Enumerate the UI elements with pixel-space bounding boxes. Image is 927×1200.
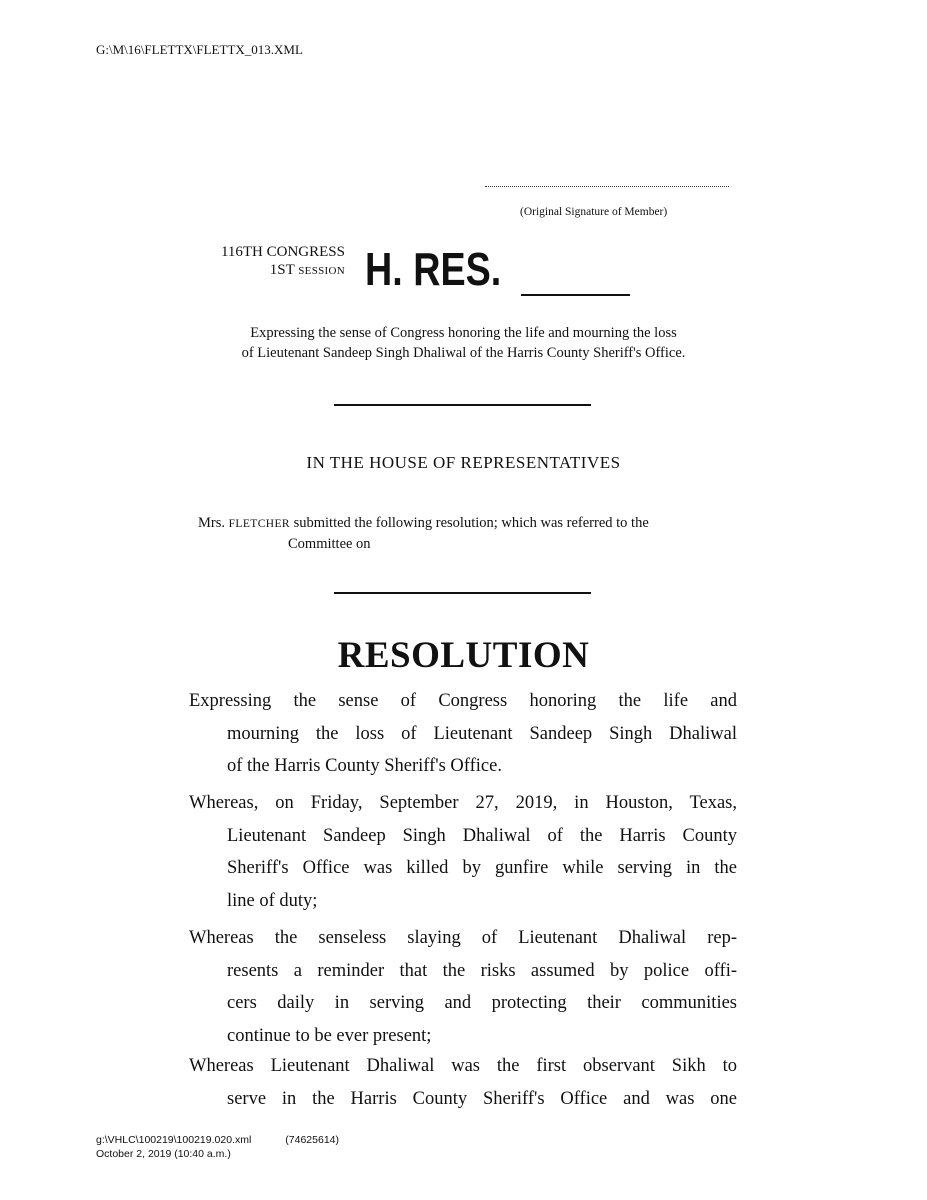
divider-rule [334,592,591,594]
subtitle-line-1: Expressing the sense of Congress honoring the life and mourning the loss [250,325,677,341]
sponsor-name: FLETCHER [228,518,290,530]
divider-rule [334,404,591,406]
paragraph-line: serve in the Harris County Sheriff's Office and was one [227,1088,737,1109]
paragraph-first-line: Whereas, on Friday, September 27, 2019, in Houston, Texas, [189,793,737,813]
paragraph-first-line: Whereas Lieutenant Dhaliwal was the first observant Sikh to [189,1056,737,1076]
session-number [190,261,345,280]
resolution-heading: RESOLUTION [337,635,590,676]
footer-date: October 2, 2019 (10:40 a.m.) [96,1148,231,1160]
session-word: SESSION [298,265,345,277]
paragraph-line: continue to be ever present; [227,1025,432,1046]
file-path: G:\M\16\FLETTX\FLETTX_013.XML [96,42,303,57]
chamber-heading: IN THE HOUSE OF REPRESENTATIVES [306,453,621,472]
congress-number: 116TH CONGRESS [220,244,345,260]
paragraph-line: Lieutenant Sandeep Singh Dhaliwal of the Harris County [227,825,737,846]
signature-label: (Original Signature of Member) [520,206,668,218]
subtitle-line-2: of Lieutenant Sandeep Singh Dhaliwal of the Harris County Sheriff's Office. [241,345,686,361]
sponsor-statement [198,513,738,554]
paragraph-line: resents a reminder that the risks assumed by police offi- [227,960,737,981]
page-footer [96,1133,339,1161]
sponsor-line1-rest: submitted the following resolution; which was referred to the [289,515,649,531]
paragraph-line: of the Harris County Sheriff's Office. [227,756,502,776]
sponsor-prefix: Mrs. [198,515,229,531]
paragraph-first-line: Whereas the senseless slaying of Lieutenant Dhaliwal rep- [189,928,737,948]
title-paragraph [189,685,737,783]
paragraph-line: cers daily in serving and protecting their communities [227,993,737,1013]
congress-session-block [190,243,345,280]
paragraph-first-line: Expressing the sense of Congress honoring the life and [189,691,737,711]
footer-code: (74625614) [285,1134,339,1146]
signature-line [485,186,729,187]
bill-type: H. RES. [365,243,502,295]
bill-number-blank [521,294,630,296]
whereas-clause-1 [189,787,737,917]
paragraph-line: mourning the loss of Lieutenant Sandeep Singh Dhaliwal [227,723,737,744]
bill-subtitle [180,323,747,363]
whereas-clause-3 [189,1050,737,1115]
footer-path: g:\VHLC\100219\100219.020.xml [96,1134,252,1146]
whereas-clause-2 [189,922,737,1052]
paragraph-line: Sheriff's Office was killed by gunfire while serving in the [227,858,737,878]
session-ordinal: 1ST [269,262,299,278]
paragraph-line: line of duty; [227,890,318,911]
sponsor-committee: Committee on [288,536,371,552]
